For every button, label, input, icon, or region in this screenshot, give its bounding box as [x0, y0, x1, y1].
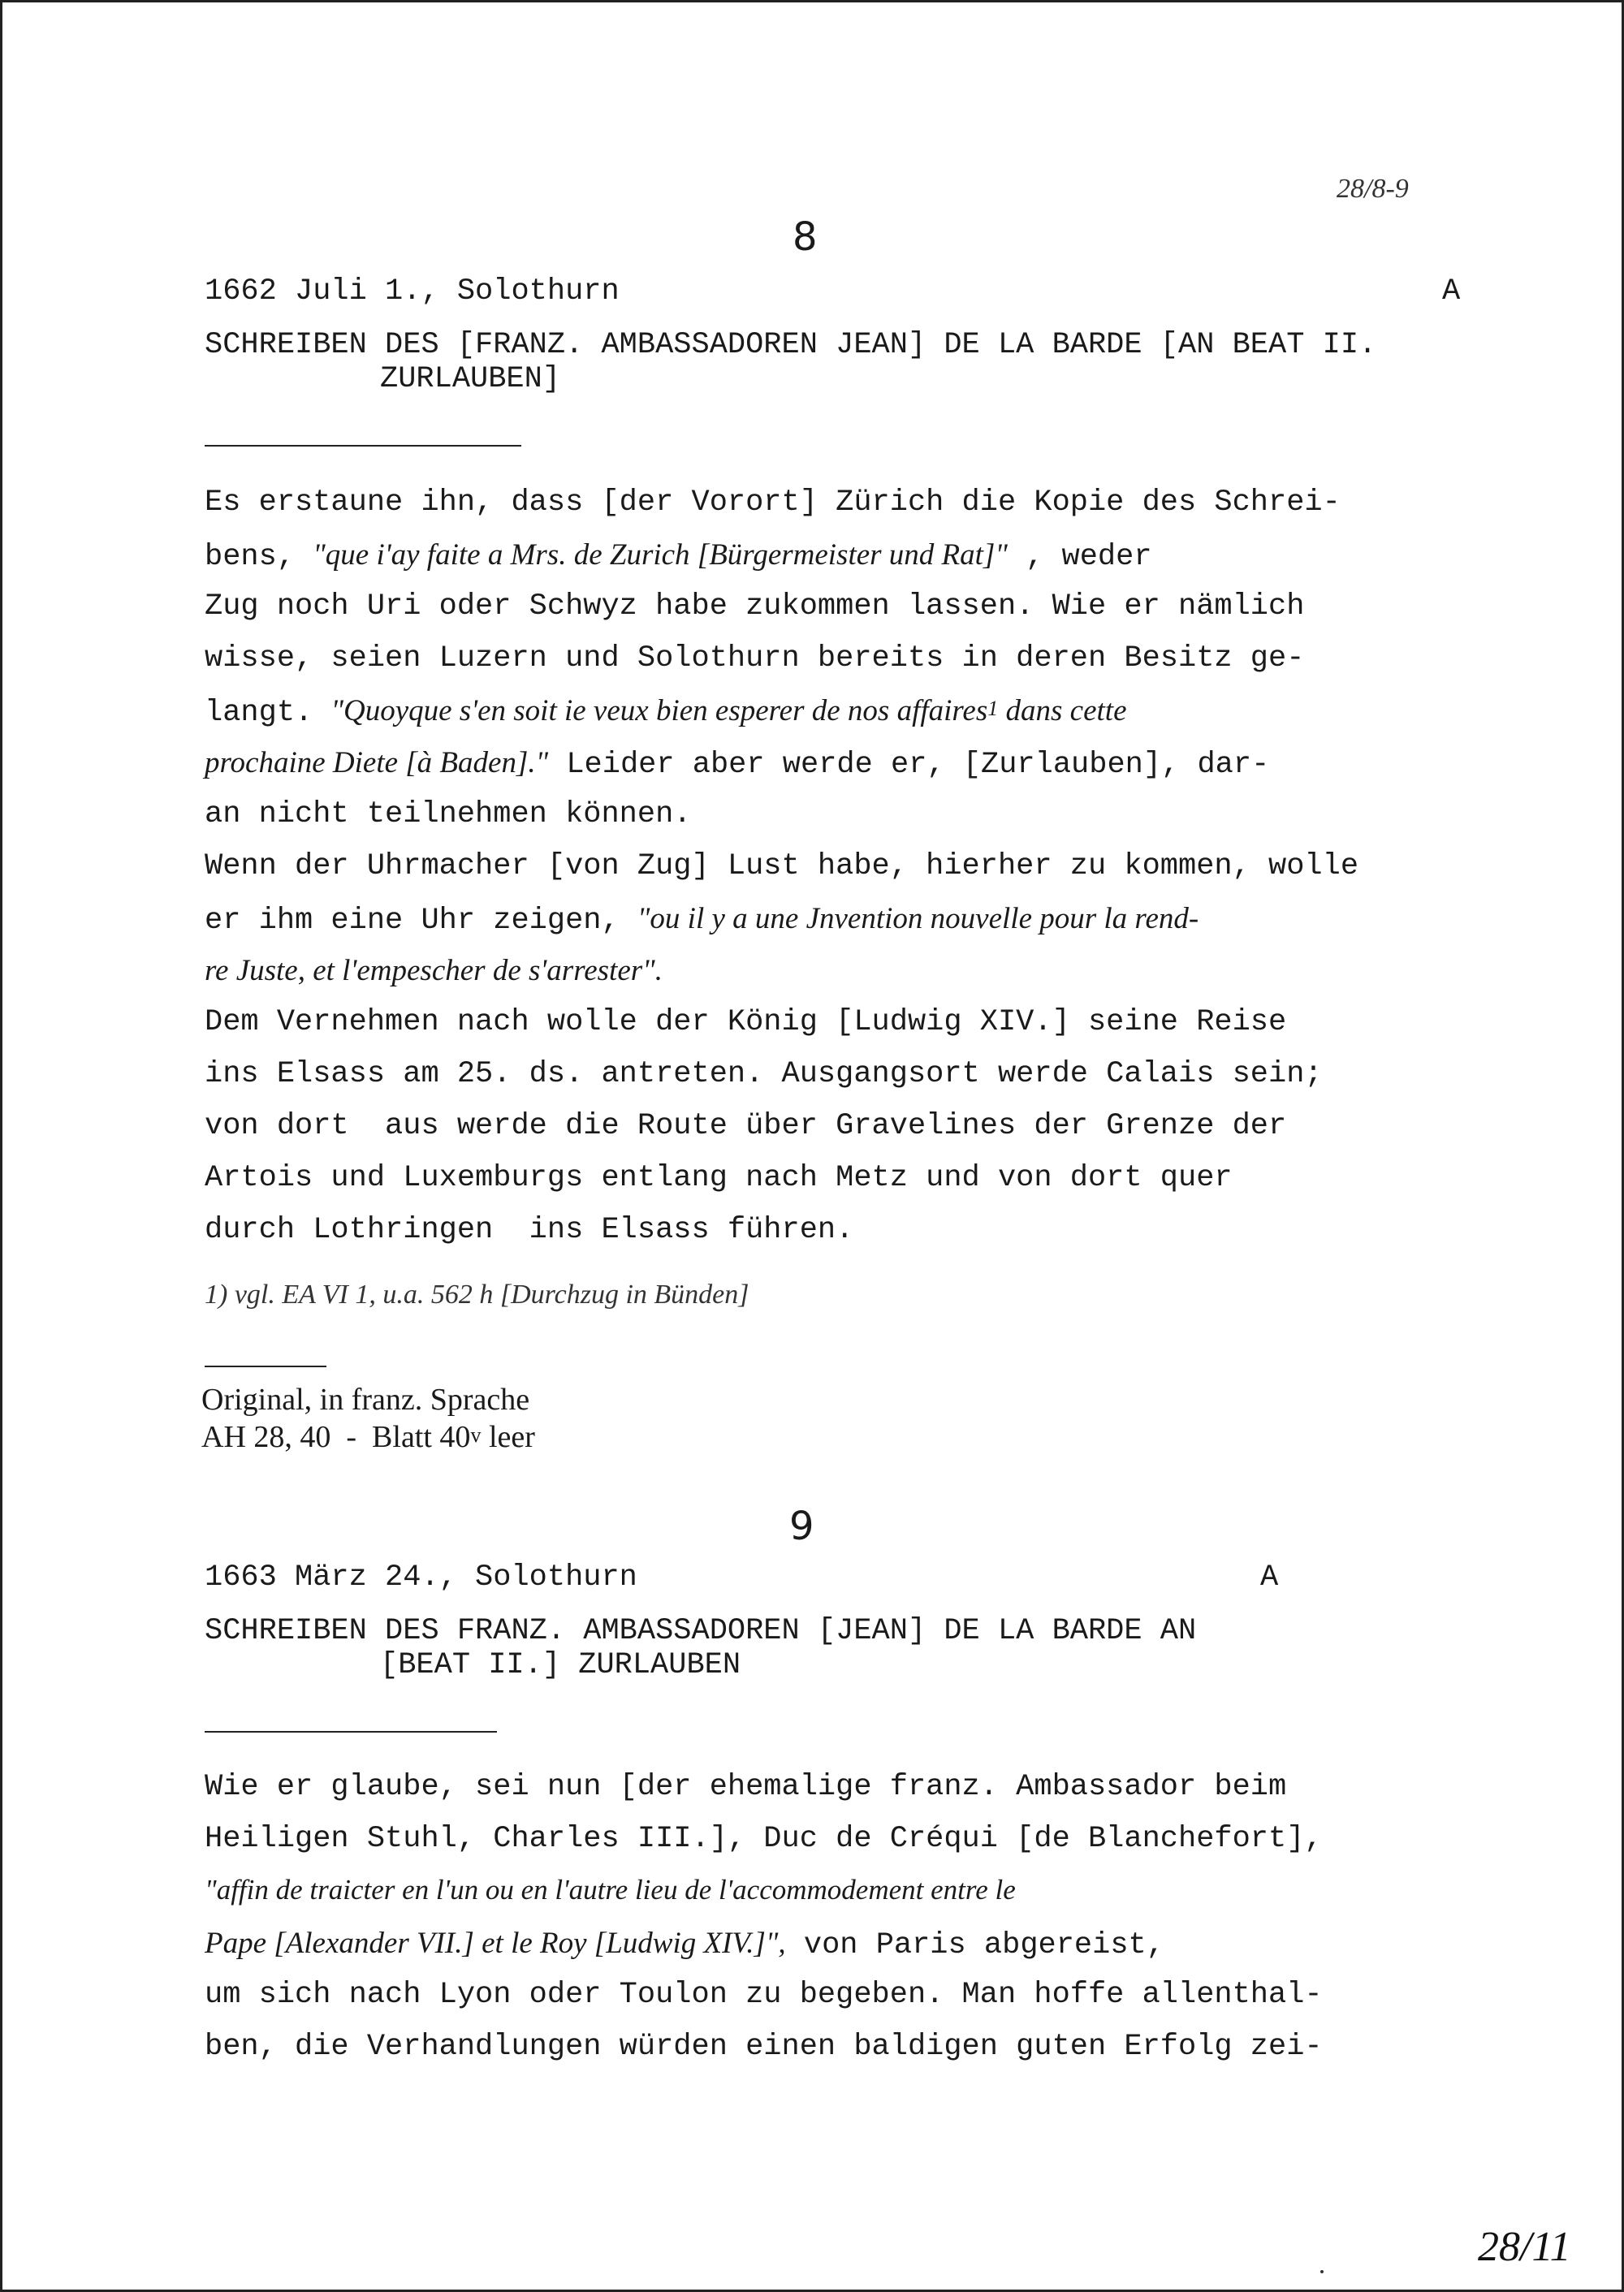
doc8-text-line: Artois und Luxemburgs entlang nach Metz und von dort quer	[205, 1161, 1233, 1195]
doc9-number: 9	[789, 1504, 814, 1549]
scan-speck	[1320, 2270, 1324, 2273]
doc8-text-line: bens, "que i'ay faite a Mrs. de Zurich [Bürgermeister und Rat]" , weder	[205, 538, 1152, 574]
page-reference: 28/8-9	[1337, 174, 1409, 204]
doc9-text-line: Wie er glaube, sei nun [der ehemalige franz. Ambassador beim	[205, 1770, 1287, 1804]
doc8-text-line: prochaine Diete [à Baden]." Leider aber werde er, [Zurlauben], dar-	[205, 746, 1270, 782]
verso-marker: v	[470, 1423, 482, 1447]
doc8-source-shelfmark: AH 28, 40 - Blatt 40$^v$ leer	[201, 1420, 535, 1454]
doc9-text-line: Heiligen Stuhl, Charles III.], Duc de Créqui [de Blanchefort],	[205, 1822, 1323, 1856]
doc9-text-line: Pape [Alexander VII.] et le Roy [Ludwig XIV.]", von Paris abgereist,	[205, 1927, 1164, 1962]
doc8-text-line: durch Lothringen ins Elsass führen.	[205, 1213, 854, 1247]
doc8-text-line: ins Elsass am 25. ds. antreten. Ausgangsort werde Calais sein;	[205, 1057, 1323, 1091]
doc8-number: 8	[793, 214, 818, 260]
doc8-quote: prochaine Diete [à Baden]."	[205, 746, 549, 779]
doc9-quote: Pape [Alexander VII.] et le Roy [Ludwig XIV.]",	[205, 1927, 786, 1960]
doc8-quote: "ou il y a une Jnvention nouvelle pour la rend-	[637, 902, 1199, 935]
doc8-text-line: Wenn der Uhrmacher [von Zug] Lust habe, hierher zu kommen, wolle	[205, 849, 1359, 883]
doc8-text-line: von dort aus werde die Route über Gravelines der Grenze der	[205, 1109, 1287, 1143]
footnote-marker: 1	[987, 697, 999, 720]
doc8-text-line: re Juste, et l'empescher de s'arrester".	[205, 954, 663, 987]
doc8-text-line: langt. "Quoyque s'en soit ie veux bien esperer de nos affaires$^1$ dans cette	[205, 694, 1127, 730]
doc8-text-line: Es erstaune ihn, dass [der Vorort] Zürich die Kopie des Schrei-	[205, 486, 1341, 520]
doc8-text-line: wisse, seien Luzern und Solothurn bereits in deren Besitz ge-	[205, 641, 1305, 676]
doc8-source-original: Original, in franz. Sprache	[201, 1383, 530, 1417]
doc8-quote: "que i'ay faite a Mrs. de Zurich [Bürgermeister und Rat]"	[313, 538, 1008, 572]
handwritten-folio: 28/11	[1478, 2224, 1571, 2270]
doc8-date-place: 1662 Juli 1., Solothurn	[205, 274, 620, 309]
doc9-date-place: 1663 März 24., Solothurn	[205, 1560, 637, 1595]
scan-border-top	[0, 0, 1624, 2]
doc8-title-line1: SCHREIBEN DES [FRANZ. AMBASSADOREN JEAN] DE LA BARDE [AN BEAT II.	[205, 328, 1377, 362]
doc8-footnote: 1) vgl. EA VI 1, u.a. 562 h [Durchzug in Bünden]	[205, 1280, 749, 1310]
doc9-title-rule	[205, 1731, 497, 1733]
scan-border-left	[0, 0, 2, 2292]
doc9-text-line: um sich nach Lyon oder Toulon zu begeben. Man hoffe allenthal-	[205, 1978, 1323, 2012]
doc8-title-rule	[205, 445, 521, 447]
doc9-classification: A	[1260, 1560, 1279, 1595]
doc8-text-line: Dem Vernehmen nach wolle der König [Ludwig XIV.] seine Reise	[205, 1005, 1287, 1039]
doc8-text-line: Zug noch Uri oder Schwyz habe zukommen lassen. Wie er nämlich	[205, 589, 1305, 624]
doc9-title-line1: SCHREIBEN DES FRANZ. AMBASSADOREN [JEAN] DE LA BARDE AN	[205, 1614, 1197, 1648]
doc8-text-line: er ihm eine Uhr zeigen, "ou il y a une Jnvention nouvelle pour la rend-	[205, 902, 1199, 938]
doc9-text-line: ben, die Verhandlungen würden einen baldigen guten Erfolg zei-	[205, 2030, 1323, 2064]
doc8-quote: "Quoyque s'en soit ie veux bien esperer de nos affaires	[330, 694, 988, 727]
doc9-title-line2: [BEAT II.] ZURLAUBEN	[380, 1648, 741, 1682]
doc8-source-rule	[205, 1366, 326, 1367]
doc8-classification: A	[1442, 274, 1461, 309]
doc8-text-line: an nicht teilnehmen können.	[205, 797, 692, 831]
doc9-text-line: "affin de traicter en l'un ou en l'autre lieu de l'accommodement entre le	[205, 1874, 1016, 1906]
doc8-title-line2: ZURLAUBEN]	[380, 362, 561, 396]
